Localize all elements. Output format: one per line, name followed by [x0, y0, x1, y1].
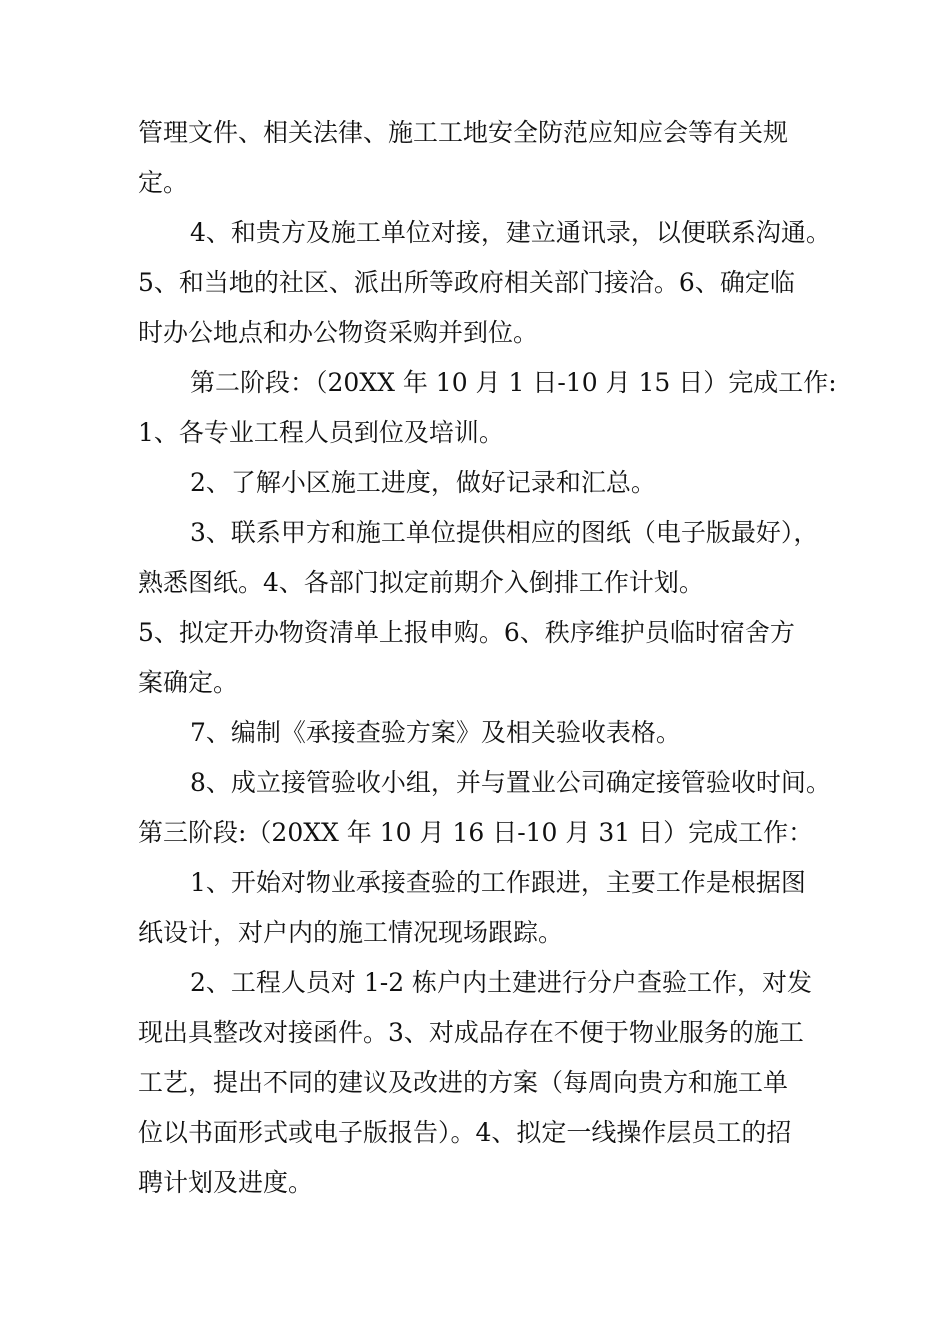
- text-line: 2、了解小区施工进度，做好记录和汇总。: [190, 468, 656, 497]
- text-line: 定。: [138, 168, 189, 197]
- text-line: 管理文件、相关法律、施工工地安全防范应知应会等有关规: [138, 118, 789, 147]
- text-line: 7、编制《承接查验方案》及相关验收表格。: [190, 718, 681, 747]
- text-line: 时办公地点和办公物资采购并到位。: [138, 318, 539, 347]
- text-line: 第三阶段:（20XX 年 10 月 16 日-10 月 31 日）完成工作：: [138, 818, 814, 847]
- text-line: 8、成立接管验收小组，并与置业公司确定接管验收时间。: [190, 768, 831, 797]
- text-line: 3、联系甲方和施工单位提供相应的图纸（电子版最好），: [190, 518, 819, 547]
- text-line: 1、各专业工程人员到位及培训。: [138, 418, 504, 447]
- text-line: 聘计划及进度。: [138, 1168, 314, 1197]
- text-line: 1、开始对物业承接查验的工作跟进，主要工作是根据图: [190, 868, 806, 897]
- text-line: 位以书面形式或电子版报告）。4、拟定一线操作层员工的招: [138, 1118, 792, 1147]
- text-line: 第二阶段：（20XX 年 10 月 1 日-10 月 15 日）完成工作:: [190, 368, 837, 397]
- text-line: 4、和贵方及施工单位对接，建立通讯录，以便联系沟通。: [190, 218, 831, 247]
- text-line: 2、工程人员对 1-2 栋户内土建进行分户查验工作，对发: [190, 968, 813, 997]
- text-line: 熟悉图纸。4、各部门拟定前期介入倒排工作计划。: [138, 568, 704, 597]
- text-line: 案确定。: [138, 668, 239, 697]
- text-line: 现出具整改对接函件。3、对成品存在不便于物业服务的施工: [138, 1018, 804, 1047]
- text-line: 5、和当地的社区、派出所等政府相关部门接洽。6、确定临: [138, 268, 795, 297]
- text-line: 工艺，提出不同的建议及改进的方案（每周向贵方和施工单: [138, 1068, 789, 1097]
- text-line: 纸设计，对户内的施工情况现场跟踪。: [138, 918, 564, 947]
- text-line: 5、拟定开办物资清单上报申购。6、秩序维护员临时宿舍方: [138, 618, 795, 647]
